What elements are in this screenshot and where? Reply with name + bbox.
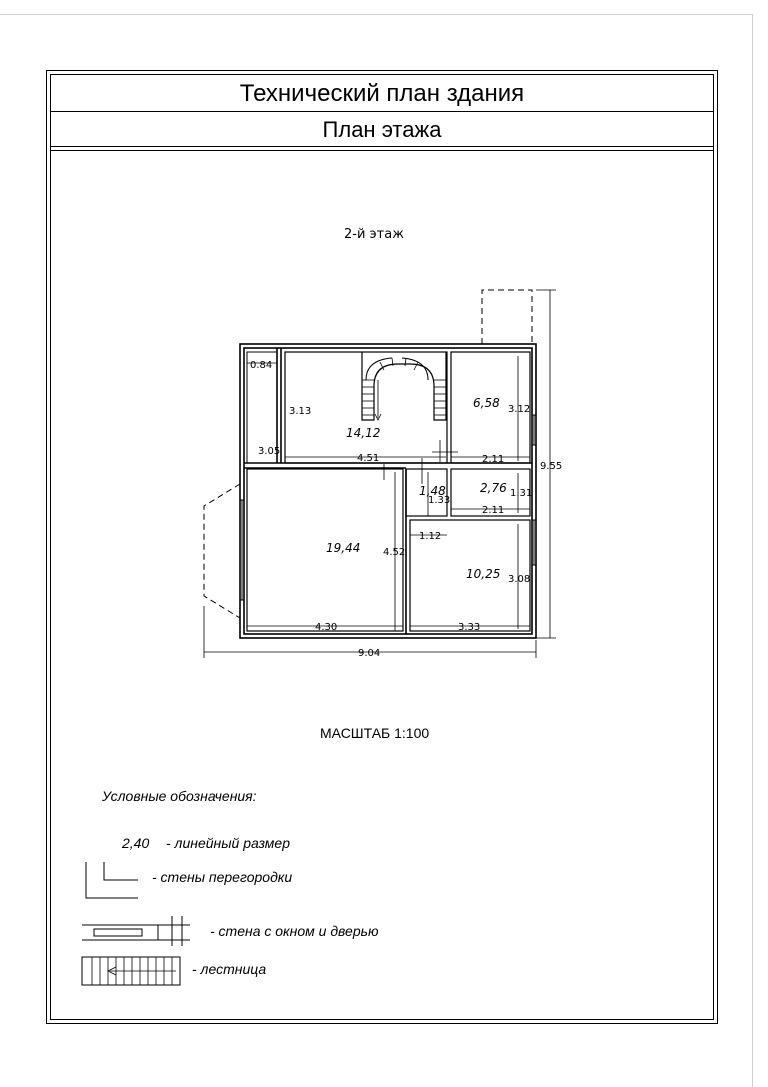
area-room-sw: 19,44 [326, 541, 361, 555]
scale-label: МАСШТАБ 1:100 [320, 725, 430, 741]
room-sw [247, 469, 406, 631]
legend-stairs-treads [92, 957, 176, 985]
legend-linear-size: - линейный размер [166, 835, 290, 851]
dim-total-width: 9.04 [358, 648, 381, 659]
dim-balcony-low: 3.05 [258, 446, 281, 457]
dim-balcony-top: 3.13 [289, 406, 312, 417]
dim-wc-width: 1.12 [419, 531, 442, 542]
stairs-arrow [375, 380, 381, 420]
legend-partition-inner [104, 862, 138, 880]
area-wc: 1,48 [419, 484, 446, 498]
dim-bath-height: 1.31 [510, 488, 533, 499]
dim-se-width: 3.33 [458, 622, 481, 633]
area-room-se: 10,25 [466, 567, 501, 581]
dimension-lines [204, 290, 556, 658]
stairs-outline [362, 352, 446, 420]
dim-balcony-width: 0.84 [250, 360, 273, 371]
dim-wc-height: 1.33 [428, 495, 451, 506]
area-room-ne: 6,58 [473, 396, 500, 410]
dim-total-height: 9.55 [540, 461, 563, 472]
dim-ne-height: 3.12 [508, 404, 531, 415]
area-bath: 2,76 [480, 481, 507, 495]
legend-wall-window-door-text: - стена с окном и дверью [210, 923, 379, 939]
dim-ne-width: 2.11 [482, 454, 505, 465]
legend-sample-value: 2,40 [122, 835, 150, 851]
document-title: Технический план здания [239, 80, 525, 107]
dim-bath-width: 2.11 [482, 505, 505, 516]
legend-title: Условные обозначения: [102, 788, 257, 804]
legend-window [94, 929, 142, 936]
dim-se-height: 3.08 [508, 574, 531, 585]
legend-stairs-text: - лестница [192, 961, 267, 977]
dim-sw-width: 4.30 [315, 622, 338, 633]
dim-sw-height: 4.52 [383, 547, 406, 558]
legend-partition-text: - стены перегородки [152, 869, 293, 885]
document-subtitle: План этажа [322, 117, 442, 142]
area-hall: 14,12 [346, 426, 381, 440]
floor-label: 2-й этаж [344, 227, 404, 242]
dim-hall-width: 4.51 [357, 453, 380, 464]
